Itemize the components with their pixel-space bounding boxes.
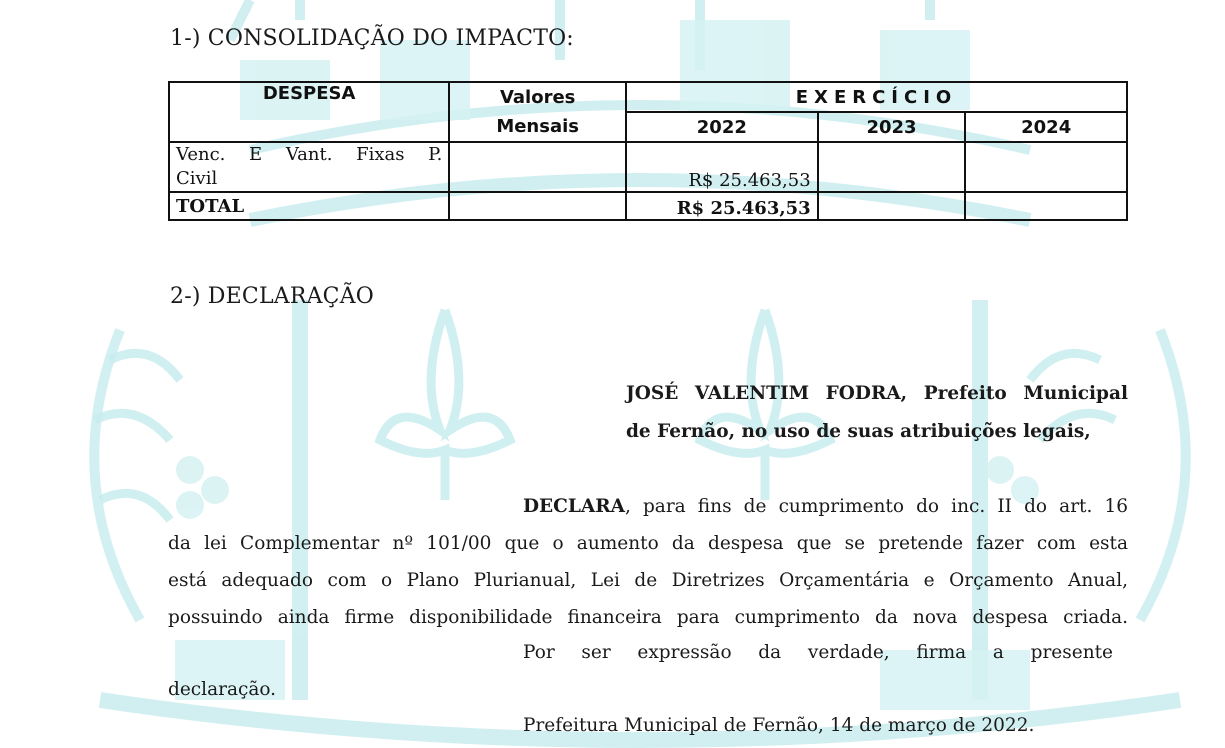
body-line1-text: , para fins de cumprimento do inc. II do art. 16 — [624, 496, 1128, 517]
header-year-2024: 2024 — [965, 112, 1127, 142]
total-value-2023 — [818, 192, 966, 220]
body-line2: da lei Complementar nº 101/00 que o aumento da despesa que se pretende fazer com esta — [168, 533, 1128, 554]
total-value-2022: R$ 25.463,53 — [626, 192, 818, 220]
row-despesa-line1: Venc. E Vant. Fixas P. — [176, 144, 443, 165]
header-year-2023: 2023 — [818, 112, 966, 142]
place-and-date: Prefeitura Municipal de Fernão, 14 de março de 2022. — [523, 715, 1035, 736]
closing-line1: Por ser expressão da verdade, firma a presente — [523, 642, 1113, 663]
row-despesa — [169, 142, 449, 192]
declarant-header — [626, 375, 1128, 451]
table-row — [169, 142, 1127, 192]
header-despesa: DESPESA — [169, 82, 449, 142]
section-1-heading: 1-) CONSOLIDAÇÃO DO IMPACTO: — [170, 26, 574, 51]
declaration-body — [168, 488, 1128, 636]
declara-verb: DECLARA — [523, 496, 625, 517]
row-value-2023 — [818, 142, 966, 192]
impact-table — [168, 81, 1128, 221]
body-line3: está adequado com o Plano Plurianual, Lei de Diretrizes Orçamentária e Orçamento Anual, — [168, 570, 1128, 591]
body-line4: possuindo ainda firme disponibilidade financeira para cumprimento da nova despesa criada. — [168, 607, 1128, 628]
total-valores-mensais — [449, 192, 626, 220]
total-row — [169, 192, 1127, 220]
closing-line2: declaração. — [168, 679, 277, 700]
declarant-line1 — [626, 375, 1128, 413]
header-valores-line1: Valores — [499, 87, 576, 108]
body-line1 — [168, 488, 1128, 525]
signer-name: JOSÉ VALENTIM FODRA, — [626, 383, 908, 404]
row-value-2024 — [965, 142, 1127, 192]
row-despesa-line2: Civil — [176, 168, 218, 189]
total-label: TOTAL — [169, 192, 449, 220]
row-value-2022: R$ 25.463,53 — [626, 142, 818, 192]
signer-role-line1: Prefeito Municipal — [923, 383, 1128, 404]
header-valores-line2: Mensais — [496, 116, 579, 137]
header-year-2022: 2022 — [626, 112, 818, 142]
total-value-2024 — [965, 192, 1127, 220]
row-valores-mensais — [449, 142, 626, 192]
header-valores-mensais — [449, 82, 626, 142]
header-exercicio: EXERCÍCIO — [626, 82, 1127, 112]
closing-paragraph — [168, 634, 1113, 708]
section-2-heading: 2-) DECLARAÇÃO — [170, 284, 375, 309]
signer-role-line2: de Fernão, no uso de suas atribuições legais, — [626, 421, 1091, 442]
